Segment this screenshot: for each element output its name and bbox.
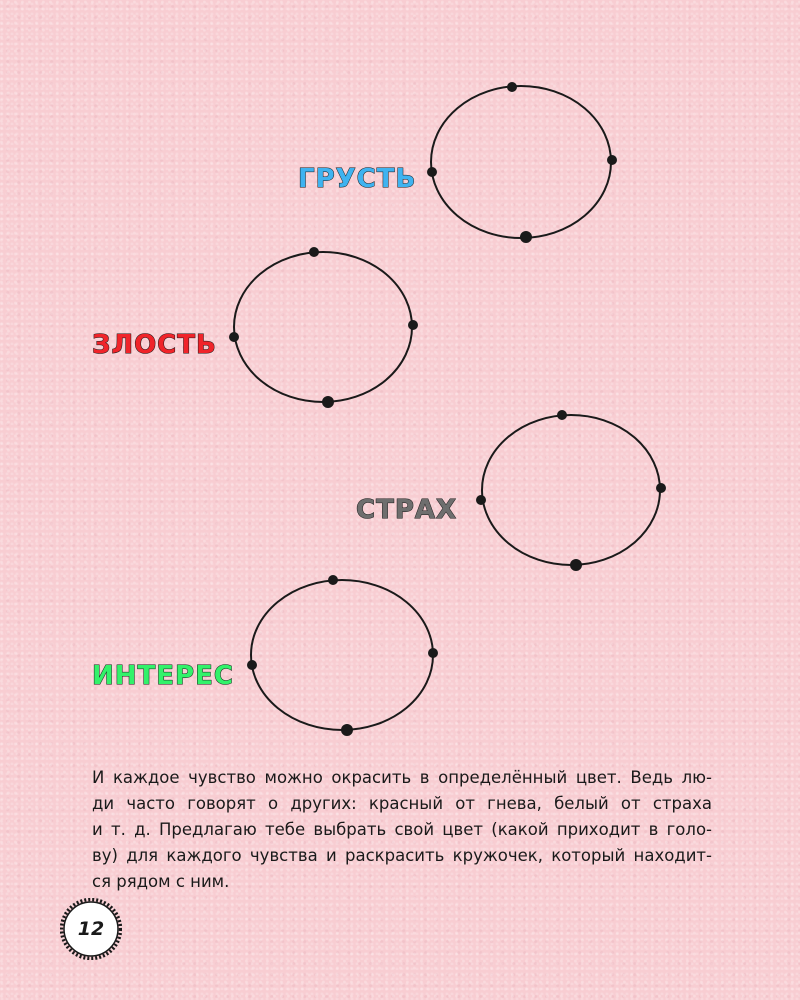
- emotion-label-anger: ЗЛОСТЬ: [92, 330, 217, 360]
- paragraph-line: ди часто говорят о других: красный от гнева, белый от страха: [92, 794, 712, 813]
- emotion-label-sadness: ГРУСТЬ: [298, 164, 417, 194]
- paragraph-line: ву) для каждого чувства и раскрасить кружочек, который находит-: [92, 846, 712, 865]
- circle-sadness[interactable]: [428, 83, 616, 242]
- instruction-paragraph: [92, 765, 712, 895]
- circle-fear[interactable]: [477, 411, 665, 570]
- circle-anger[interactable]: [230, 248, 417, 407]
- page-number-badge: [60, 898, 122, 960]
- circle-interest[interactable]: [248, 576, 437, 735]
- emotion-label-fear: СТРАХ: [356, 495, 458, 525]
- paragraph-line: ся рядом с ним.: [92, 872, 230, 891]
- page-number: 12: [77, 918, 105, 940]
- paragraph-line: и т. д. Предлагаю тебе выбрать свой цвет (какой приходит в голо-: [92, 820, 712, 839]
- paragraph-line: И каждое чувство можно окрасить в определённый цвет. Ведь лю-: [92, 768, 712, 787]
- emotion-label-interest: ИНТЕРЕС: [92, 661, 234, 691]
